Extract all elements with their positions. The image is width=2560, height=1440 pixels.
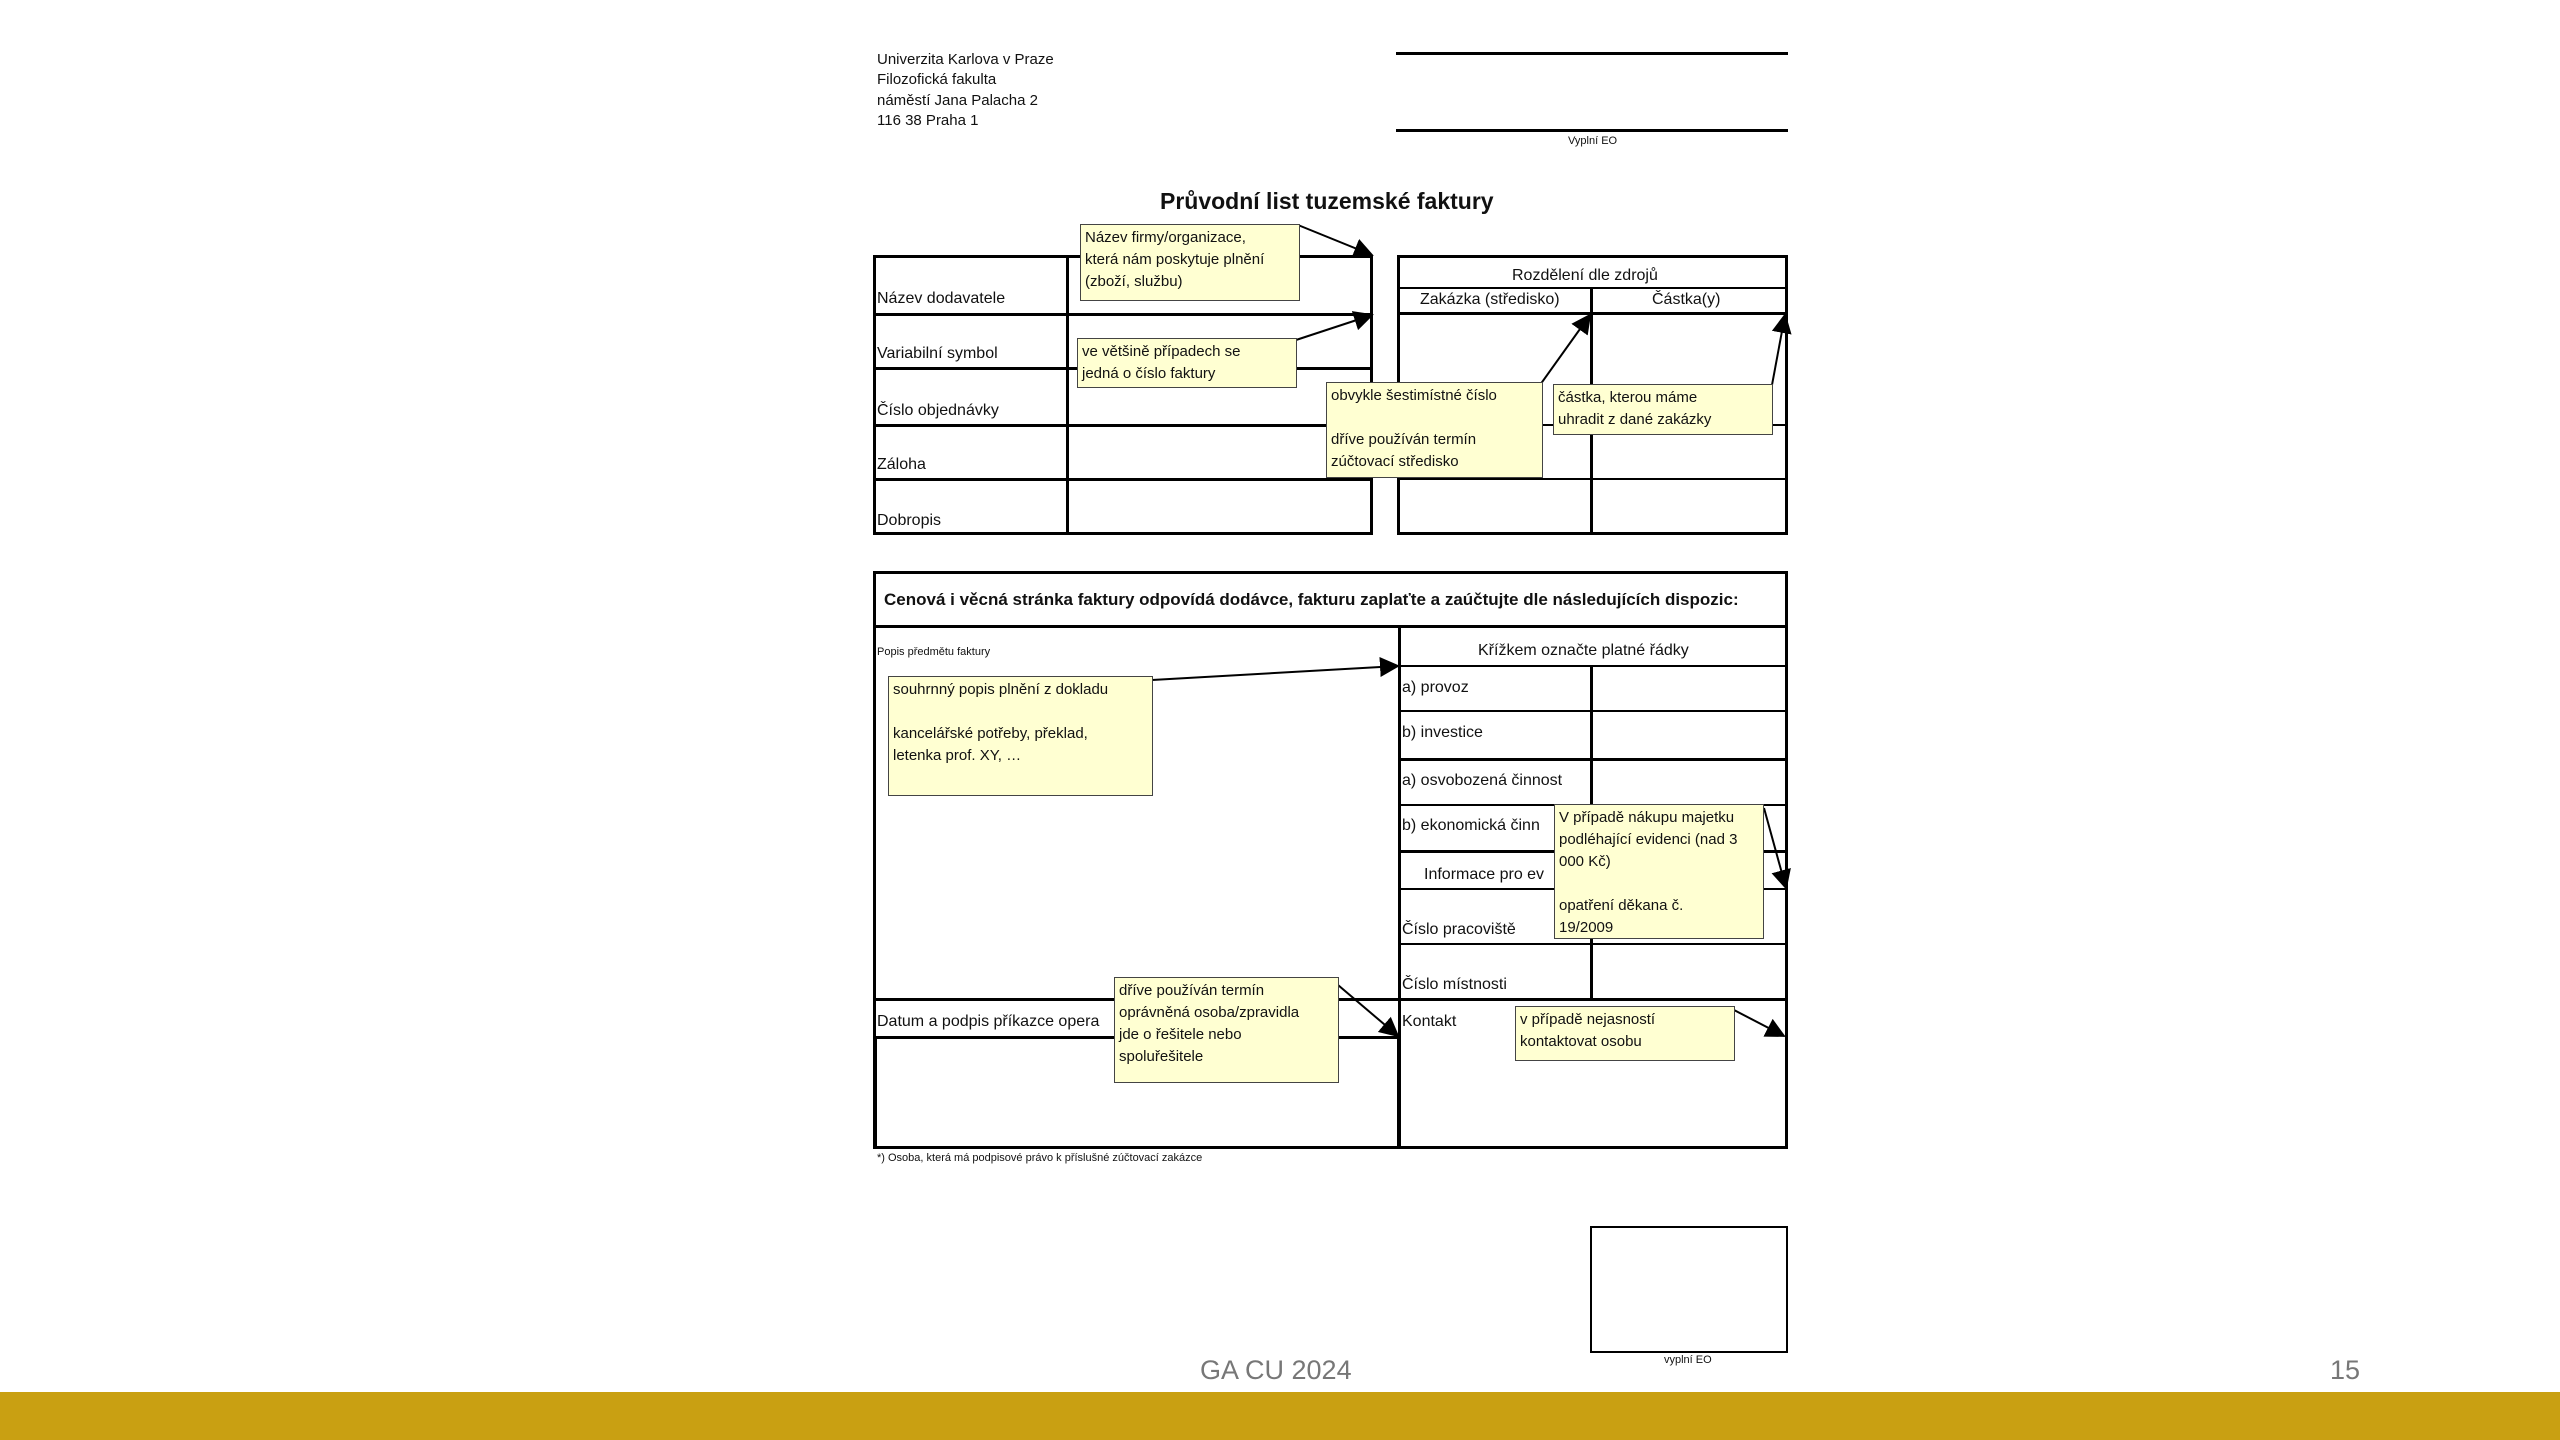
arrow-variable	[1296, 315, 1372, 340]
mark-row-workplace: Číslo pracoviště	[1402, 921, 1516, 938]
footer-center-text: GA CU 2024	[1200, 1355, 1352, 1385]
header-fill-label: Vyplní EO	[1568, 135, 1618, 147]
page-number: 15	[2330, 1355, 2361, 1385]
source-col-amount: Částka(y)	[1652, 291, 1721, 308]
mark-row-contact: Kontakt	[1402, 1013, 1457, 1030]
note-contact: v případě nejasností kontaktovat osobu	[1515, 1006, 1735, 1061]
mark-row-room: Číslo místnosti	[1402, 976, 1507, 993]
address-line-4: 116 38 Praha 1	[877, 112, 979, 129]
supplier-name-label: Název dodavatele	[877, 290, 1006, 307]
arrow-amount	[1772, 315, 1785, 385]
signature-label: Datum a podpis příkazce opera	[877, 1013, 1100, 1030]
note-summary: souhrnný popis plnění z dokladu kancelářské potřeby, překlad, letenka prof. XY, …	[888, 676, 1153, 796]
instruction-text: Cenová i věcná stránka faktury odpovídá dodávce, fakturu zaplaťte a zaúčtujte dle následujících dispozic:	[884, 590, 1739, 609]
footnote: *) Osoba, která má podpisové právo k příslušné zúčtovací zakázce	[877, 1152, 1203, 1164]
address-line-3: náměstí Jana Palacha 2	[877, 92, 1038, 109]
note-variable: ve většině případech se jedná o číslo faktury	[1077, 338, 1297, 388]
mark-row-exempt: a) osvobozená činnost	[1402, 772, 1563, 789]
note-amount: částka, kterou máme uhradit z dané zakázky	[1553, 384, 1773, 435]
mark-row-operation: a) provoz	[1402, 679, 1469, 696]
address-line-1: Univerzita Karlova v Praze	[877, 51, 1054, 68]
mark-row-economic: b) ekonomická činn	[1402, 817, 1540, 834]
arrow-six-digit	[1540, 315, 1590, 385]
order-number-label: Číslo objednávky	[877, 402, 999, 419]
mark-row-info: Informace pro ev	[1424, 866, 1545, 883]
footer-bar	[0, 1392, 2560, 1440]
mark-table-header: Křížkem označte platné řádky	[1478, 642, 1689, 659]
note-asset: V případě nákupu majetku podléhající evidenci (nad 3 000 Kč) opatření děkana č. 19/2009	[1554, 804, 1764, 939]
credit-note-label: Dobropis	[877, 512, 942, 529]
note-six-digit: obvykle šestimístné číslo dříve používán termín zúčtovací středisko	[1326, 382, 1543, 478]
form-title: Průvodní list tuzemské faktury	[1160, 188, 1494, 214]
deposit-label: Záloha	[877, 456, 926, 473]
arrow-authorized	[1338, 985, 1398, 1036]
description-label: Popis předmětu faktury	[877, 646, 991, 658]
arrow-summary	[1152, 666, 1398, 680]
note-company: Název firmy/organizace, která nám poskytuje plnění (zboží, službu)	[1080, 224, 1300, 301]
source-col-order: Zakázka (středisko)	[1420, 291, 1560, 308]
arrow-asset	[1764, 808, 1786, 888]
source-table-title: Rozdělení dle zdrojů	[1512, 267, 1658, 284]
variable-symbol-label: Variabilní symbol	[877, 345, 998, 362]
note-authorized: dříve používán termín oprávněná osoba/zpravidla jde o řešitele nebo spoluřešitele	[1114, 977, 1339, 1083]
arrow-contact	[1734, 1010, 1784, 1036]
arrow-company	[1298, 225, 1372, 255]
address-line-2: Filozofická fakulta	[877, 71, 997, 88]
stamp-label: vyplní EO	[1664, 1354, 1712, 1366]
mark-row-investment: b) investice	[1402, 724, 1483, 741]
